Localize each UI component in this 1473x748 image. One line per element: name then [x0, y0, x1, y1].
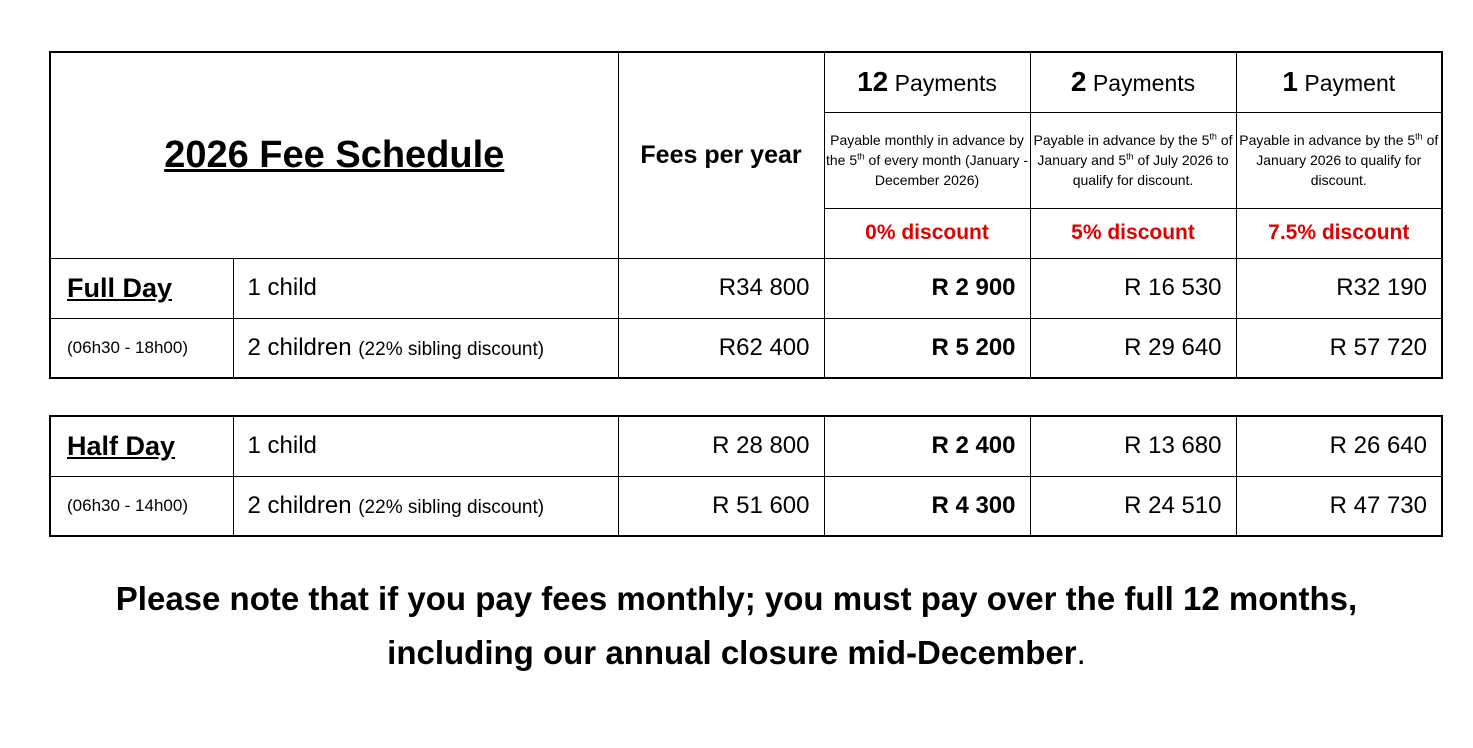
full-day-label: Full Day [50, 258, 233, 318]
plan-12-discount: 0% discount [824, 208, 1030, 258]
plan-1-description: Payable in advance by the 5th of January 2026 to qualify for discount. [1236, 112, 1442, 208]
half-day-table [49, 415, 1443, 537]
table-row [50, 416, 1442, 476]
plan-2-discount: 5% discount [1030, 208, 1236, 258]
fees-per-year-value: R 28 800 [618, 416, 824, 476]
fees-per-year-value: R34 800 [618, 258, 824, 318]
plan-12-count: 12 [857, 66, 889, 98]
plan-1-value: R 57 720 [1236, 318, 1442, 378]
half-day-label: Half Day [50, 416, 233, 476]
plan-1-discount: 7.5% discount [1236, 208, 1442, 258]
plan-12-value: R 5 200 [824, 318, 1030, 378]
row-description: 2 children (22% sibling discount) [233, 318, 618, 378]
plan-1-value: R 26 640 [1236, 416, 1442, 476]
payment-note [0, 572, 1473, 680]
table-row [50, 258, 1442, 318]
note-line-2: including our annual closure mid-December. [387, 634, 1086, 671]
plan-2-unit: Payments [1092, 70, 1196, 97]
fees-per-year-header: Fees per year [618, 52, 824, 258]
table-row [50, 318, 1442, 378]
plan-12-description: Payable monthly in advance by the 5th of every month (January - December 2026) [824, 112, 1030, 208]
plan-2-description: Payable in advance by the 5th of January and 5th of July 2026 to qualify for discount. [1030, 112, 1236, 208]
note-line-1: Please note that if you pay fees monthly; you must pay over the full 12 months, [115, 580, 1358, 617]
plan-12-value: R 2 400 [824, 416, 1030, 476]
plan-12-value: R 2 900 [824, 258, 1030, 318]
plan-2-header [1030, 52, 1236, 112]
half-day-hours: (06h30 - 14h00) [50, 476, 233, 536]
plan-1-value: R 47 730 [1236, 476, 1442, 536]
sibling-discount-note: (22% sibling discount) [358, 338, 545, 360]
fees-per-year-value: R 51 600 [618, 476, 824, 536]
sibling-discount-note: (22% sibling discount) [358, 496, 545, 518]
plan-1-value: R32 190 [1236, 258, 1442, 318]
row-description: 1 child [233, 258, 618, 318]
plan-2-count: 2 [1070, 66, 1087, 98]
plan-2-value: R 24 510 [1030, 476, 1236, 536]
fee-schedule-table [49, 51, 1443, 379]
plan-1-count: 1 [1282, 66, 1298, 98]
plan-12-unit: Payments [894, 70, 997, 97]
fees-per-year-value: R62 400 [618, 318, 824, 378]
plan-2-value: R 13 680 [1030, 416, 1236, 476]
row-description: 1 child [233, 416, 618, 476]
schedule-title-cell [50, 52, 618, 258]
row-description: 2 children (22% sibling discount) [233, 476, 618, 536]
full-day-hours: (06h30 - 18h00) [50, 318, 233, 378]
plan-12-header [824, 52, 1030, 112]
plan-2-value: R 16 530 [1030, 258, 1236, 318]
schedule-title: 2026 Fee Schedule [164, 133, 505, 176]
table-row [50, 476, 1442, 536]
plan-1-header [1236, 52, 1442, 112]
plan-2-value: R 29 640 [1030, 318, 1236, 378]
plan-1-unit: Payment [1304, 70, 1396, 97]
plan-12-value: R 4 300 [824, 476, 1030, 536]
